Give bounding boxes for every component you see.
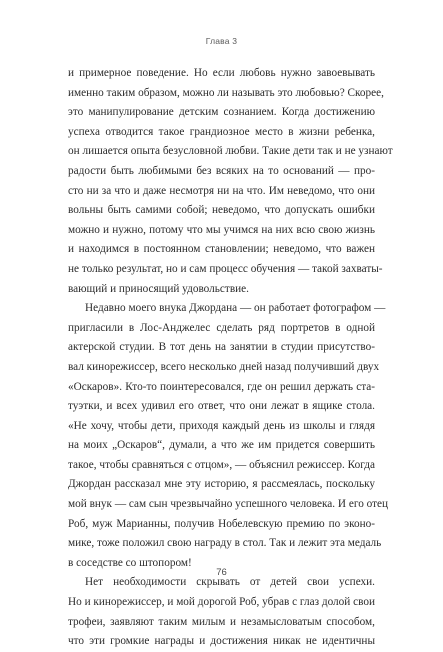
text-line: пригласили в Лос-Анджелес сделать ряд портретов в одной	[68, 321, 375, 334]
text-line: мике, тоже положил свою награду в стол. Так и лежит эта медаль	[68, 537, 382, 550]
text-line: не только результат, но и сам процесс обучения — такой захваты-	[68, 262, 383, 275]
text-line: можно и нужно, потому что мы учимся на них всю свою жизнь	[68, 223, 375, 236]
page-number: 76	[216, 567, 227, 578]
text-line: «Не хочу, чтобы дети, приходя каждый день из школы и глядя	[68, 419, 375, 432]
text-line: радости быть любимыми без всяких на то оснований — про-	[68, 164, 375, 177]
text-line: туэтки, и всех удивил его ответ, что они лежат в ящике стола.	[68, 400, 375, 413]
text-line: такое, чтобы сравняться с отцом», — объяснил режиссер. Когда	[68, 458, 375, 471]
text-line: и примерное поведение. Но если любовь нужно завоевывать	[68, 67, 375, 79]
text-line: и находимся в постоянном становлении; неведомо, что важен	[68, 243, 375, 256]
text-line: трофеи, заявляют таким милым и незамысловатым способом,	[68, 615, 375, 628]
text-line: именно таким образом, можно ли называть это любовью? Скорее,	[68, 86, 384, 99]
text-line: на моих „Оскаров“, думали, а что же им придется совершить	[68, 439, 375, 452]
text-line: успеха отводится такое грандиозное место в жизни ребенка,	[68, 125, 375, 138]
text-line: актерской студии. В тот день на занятии в студии присутство-	[68, 341, 375, 354]
text-line: Недавно моего внука Джордана — он работает фотографом —	[85, 302, 386, 315]
text-line: мой внук — сам сын чрезвычайно успешного человека. И его отец	[68, 498, 389, 511]
text-line: вающий и приносящий удовольствие.	[68, 282, 249, 295]
text-line: что эти громкие награды и достижения никак не идентичны	[68, 635, 375, 648]
text-line: Нет необходимости скрывать от детей свои успехи.	[85, 576, 375, 589]
text-line: сто ни за что и даже несмотря ни на что. Им неведомо, что они	[68, 184, 375, 197]
text-line: Но и кинорежиссер, и мой дорогой Роб, убрав с глаз долой свои	[68, 596, 375, 609]
text-line: «Оскаров». Кто-то поинтересовался, где он решил держать ста-	[68, 380, 375, 393]
text-line: вал кинорежиссер, всего несколько дней назад получивший двух	[68, 360, 380, 373]
text-line: Роб, муж Марианны, получив Нобелевскую премию по эконо-	[68, 517, 375, 530]
text-line: это манипулирование детским сознанием. Когда достижению	[68, 106, 375, 119]
text-line: в соседстве со штопором!	[68, 556, 192, 569]
text-line: Джордан рассказал мне эту историю, я рассмеялась, поскольку	[68, 478, 375, 491]
text-line: вольны быть самими собой; неведомо, что допускать ошибки	[68, 204, 375, 217]
body-text	[68, 64, 393, 652]
running-head: Глава 3	[205, 36, 238, 46]
text-line: он лишается опыта безусловной любви. Такие дети так и не узнают	[68, 145, 393, 158]
